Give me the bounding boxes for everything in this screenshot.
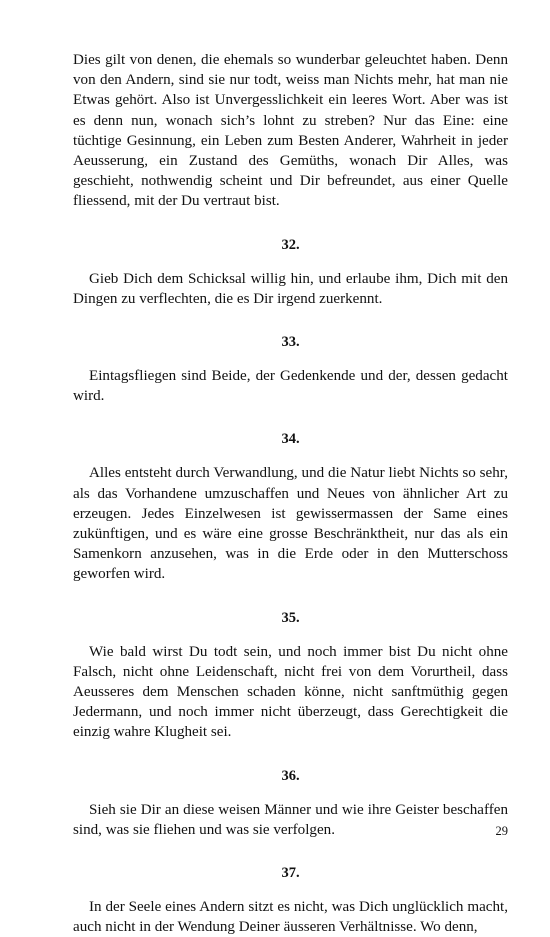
section-heading: 33. [281, 334, 300, 351]
section-heading: 32. [281, 236, 300, 253]
section-heading: 35. [281, 609, 300, 626]
section-paragraph: Sieh sie Dir an diese weisen Männer und wie ihre Geister beschaffen sind, was sie fliehen und was sie verfolgen. [73, 801, 508, 838]
section-heading: 36. [281, 767, 300, 784]
section-paragraph: In der Seele eines Andern sitzt es nicht, was Dich unglücklich macht, auch nicht in der Wendung Deiner äusseren Verhältnisse. Wo denn, [73, 899, 508, 936]
section-35 [73, 608, 508, 743]
page-number: 29 [495, 824, 508, 838]
section-heading: 37. [281, 865, 300, 882]
section-paragraph: Wie bald wirst Du todt sein, und noch immer bist Du nicht ohne Falsch, nicht ohne Leidenschaft, nicht frei von dem Vorurtheil, dass Aeusseres dem Menschen schaden könne, nicht sanftmüthig gegen Jedermann, und noch immer nicht überzeugt, dass Gerechtigkeit die einzig wahre Klugheit sei. [73, 643, 508, 741]
page-body [73, 50, 508, 937]
section-paragraph: Alles entsteht durch Verwandlung, und die Natur liebt Nichts so sehr, als das Vorhandene umzuschaffen und Neues von ähnlicher Art zu erzeugen. Jedes Einzelwesen ist gewissermassen der Same eines zukünftigen, und es wäre eine grosse Beschränktheit, nur das als ein Samenkorn anzusehen, was in die Erde oder in den Mutterschoss geworfen wird. [73, 465, 508, 583]
continued-paragraph: Dies gilt von denen, die ehemals so wunderbar geleuchtet haben. Denn von den Andern, sind sie nur todt, weiss man Nichts mehr, hat man nie Etwas gehört. Also ist Unvergesslichkeit ein leeres Wort. Aber was ist es denn nun, wonach sich’s lohnt zu streben? Nur das Eine: eine tüchtige Gesinnung, ein Leben zum Besten Anderer, Wahrheit in jeder Aeusserung, ein Zustand des Gemüths, wonach Dir Alles, was geschieht, nothwendig scheint und Dir befreundet, aus einer Quelle fliessend, mit der Du vertraut bist. [73, 52, 508, 210]
section-33 [73, 332, 508, 406]
section-37 [73, 863, 508, 937]
section-34 [73, 429, 508, 584]
section-heading: 34. [281, 431, 300, 448]
section-paragraph: Eintagsfliegen sind Beide, der Gedenkende und der, dessen gedacht wird. [73, 368, 508, 405]
section-36 [73, 766, 508, 840]
section-32 [73, 235, 508, 309]
section-paragraph: Gieb Dich dem Schicksal willig hin, und erlaube ihm, Dich mit den Dingen zu verflechten, die es Dir irgend zuerkennt. [73, 270, 508, 307]
